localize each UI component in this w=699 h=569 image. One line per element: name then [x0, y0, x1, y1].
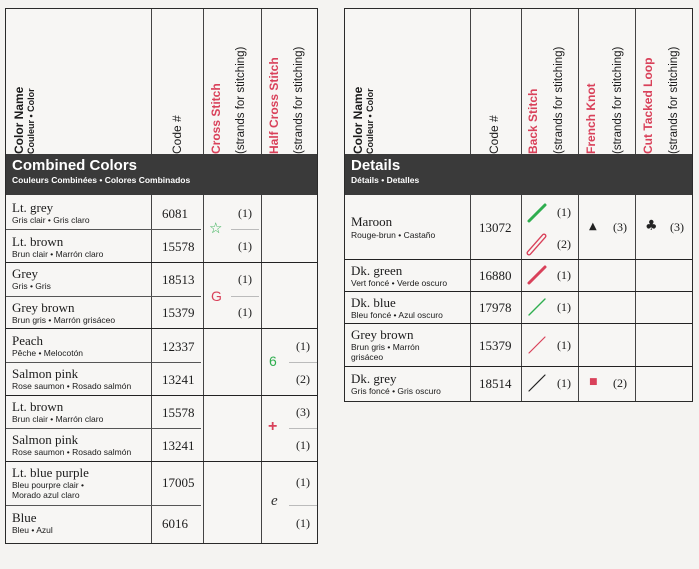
color-name: Blue — [12, 510, 37, 525]
back-strands: (1) — [557, 268, 571, 282]
section-subtitle: Détails • Detalles — [351, 175, 420, 185]
back-strands: (2) — [557, 237, 571, 251]
group-divider — [6, 262, 317, 263]
row-divider — [6, 229, 201, 230]
color-name-sub: Rouge-brun • Castaño — [351, 230, 436, 240]
green-thin-stitch-icon — [525, 295, 551, 319]
group-divider — [6, 328, 317, 329]
cross-strands: (1) — [238, 239, 252, 253]
header-back-stitch: Back Stitch — [526, 88, 540, 154]
color-name-sub: Brun gris • Marrón grisáceo — [12, 315, 116, 325]
back-strands: (1) — [557, 338, 571, 352]
color-name: Dk. grey — [351, 371, 397, 386]
header-half-strands: (strands for stitching) — [293, 46, 305, 154]
color-name-sub: Brun gris • Marrón — [351, 342, 420, 352]
row-divider — [345, 291, 692, 292]
letter-g-icon: G — [211, 288, 222, 304]
col-divider — [578, 9, 579, 154]
col-divider — [470, 9, 471, 154]
half-strands: (1) — [296, 475, 310, 489]
details-table — [344, 8, 693, 402]
color-name-sub: Gris clair • Gris claro — [12, 215, 90, 225]
color-name: Grey — [12, 266, 38, 281]
red-double-line-icon — [525, 232, 551, 256]
black-thin-stitch-icon — [525, 371, 551, 395]
cross-strands: (1) — [238, 272, 252, 286]
red-square-icon: ■ — [589, 377, 598, 387]
header-back-strands: (strands for stitching) — [553, 46, 565, 154]
triangle-icon: ▲ — [589, 221, 597, 232]
header-color-name-sub: Couleur • Color — [26, 88, 36, 154]
row-divider — [345, 323, 692, 324]
code-value: 6081 — [162, 206, 188, 221]
section-subtitle: Couleurs Combinées • Colores Combinados — [12, 175, 191, 185]
color-name-sub-2: Morado azul claro — [12, 490, 80, 500]
col-divider — [578, 195, 579, 401]
color-name: Lt. grey — [12, 200, 54, 215]
color-name: Lt. blue purple — [12, 465, 89, 480]
section-band — [6, 154, 317, 195]
color-name-sub: Brun clair • Marrón claro — [12, 414, 104, 424]
header-color-name: Color Name — [12, 86, 26, 154]
row-divider — [6, 362, 201, 363]
col-divider — [521, 9, 522, 154]
section-band — [345, 154, 692, 195]
half-strands: (2) — [296, 372, 310, 386]
header-cross-stitch: Cross Stitch — [209, 83, 223, 154]
header-cut-tacked-loop: Cut Tacked Loop — [641, 57, 655, 154]
digit-six-icon: 6 — [269, 353, 277, 369]
strand-divider — [231, 296, 259, 297]
strand-divider — [289, 505, 317, 506]
header-color-name-sub: Couleur • Color — [365, 88, 375, 154]
code-value: 12337 — [162, 339, 195, 354]
col-divider — [470, 195, 471, 401]
back-strands: (1) — [557, 300, 571, 314]
color-name: Dk. blue — [351, 295, 396, 310]
row-divider — [345, 366, 692, 367]
col-divider — [203, 9, 204, 154]
color-name-sub: Gris foncé • Gris oscuro — [351, 386, 441, 396]
color-name-sub: Rose saumon • Rosado salmón — [12, 381, 132, 391]
header-knot-strands: (strands for stitching) — [612, 46, 624, 154]
red-thin-stitch-icon — [525, 333, 551, 357]
code-value: 17005 — [162, 475, 195, 490]
star-icon: ☆ — [209, 219, 223, 237]
color-name-sub: Vert foncé • Verde oscuro — [351, 278, 448, 288]
group-divider — [6, 395, 317, 396]
code-value: 6016 — [162, 516, 188, 531]
letter-e-icon: e — [271, 493, 278, 509]
color-name-sub: Rose saumon • Rosado salmón — [12, 447, 132, 457]
strand-divider — [231, 229, 259, 230]
code-value: 13241 — [162, 372, 195, 387]
green-back-stitch-icon — [525, 201, 551, 225]
color-name: Dk. green — [351, 263, 403, 278]
color-name: Grey brown — [12, 300, 75, 315]
half-strands: (1) — [296, 339, 310, 353]
col-divider — [635, 9, 636, 154]
header-half-cross-stitch: Half Cross Stitch — [267, 57, 281, 154]
code-value: 15578 — [162, 239, 195, 254]
loop-strands: (3) — [670, 220, 684, 234]
color-name-sub: Brun clair • Marrón claro — [12, 249, 104, 259]
cross-strands: (1) — [238, 305, 252, 319]
back-strands: (1) — [557, 376, 571, 390]
col-divider — [635, 195, 636, 401]
row-divider — [345, 259, 692, 260]
col-divider — [261, 9, 262, 154]
half-strands: (3) — [296, 405, 310, 419]
color-name: Maroon — [351, 214, 393, 229]
code-value: 16880 — [479, 268, 512, 283]
code-value: 17978 — [479, 300, 512, 315]
code-value: 18514 — [479, 376, 512, 391]
red-back-stitch-icon — [525, 263, 551, 287]
color-name-sub: Bleu foncé • Azul oscuro — [351, 310, 443, 320]
code-value: 15578 — [162, 405, 195, 420]
strand-divider — [289, 362, 317, 363]
cross-strands: (1) — [238, 206, 252, 220]
combined-colors-table — [5, 8, 318, 544]
row-divider — [6, 505, 201, 506]
col-divider — [203, 195, 204, 543]
color-name-sub: Bleu • Azul — [12, 525, 53, 535]
strand-divider — [289, 428, 317, 429]
half-strands: (1) — [296, 516, 310, 530]
col-divider — [151, 9, 152, 154]
row-divider — [6, 428, 201, 429]
plus-icon: + — [268, 418, 278, 435]
header-code: Code # — [487, 115, 501, 154]
color-name: Salmon pink — [12, 366, 79, 381]
header-cross-strands: (strands for stitching) — [235, 46, 247, 154]
knot-strands: (3) — [613, 220, 627, 234]
code-value: 15379 — [479, 338, 512, 353]
col-divider — [521, 195, 522, 401]
color-name-sub: Pêche • Melocotón — [12, 348, 84, 358]
section-title: Details — [351, 157, 401, 174]
code-value: 15379 — [162, 305, 195, 320]
header-color-name: Color Name — [351, 86, 365, 154]
color-name-sub: Bleu pourpre clair • — [12, 480, 84, 490]
color-name: Grey brown — [351, 327, 414, 342]
code-value: 13241 — [162, 438, 195, 453]
back-strands: (1) — [557, 205, 571, 219]
color-name: Peach — [12, 333, 44, 348]
code-value: 13072 — [479, 220, 512, 235]
header-code: Code # — [170, 115, 184, 154]
color-name-sub-2: grisáceo — [351, 352, 384, 362]
section-title: Combined Colors — [12, 157, 138, 174]
code-value: 18513 — [162, 272, 195, 287]
col-divider — [151, 195, 152, 543]
color-name: Lt. brown — [12, 234, 64, 249]
color-name: Lt. brown — [12, 399, 64, 414]
col-divider — [261, 195, 262, 543]
club-icon: ♣ — [645, 218, 658, 234]
color-name: Salmon pink — [12, 432, 79, 447]
color-name-sub: Gris • Gris — [12, 281, 51, 291]
group-divider — [6, 461, 317, 462]
knot-strands: (2) — [613, 376, 627, 390]
header-french-knot: French Knot — [584, 83, 598, 154]
half-strands: (1) — [296, 438, 310, 452]
row-divider — [6, 296, 201, 297]
header-loop-strands: (strands for stitching) — [668, 46, 680, 154]
